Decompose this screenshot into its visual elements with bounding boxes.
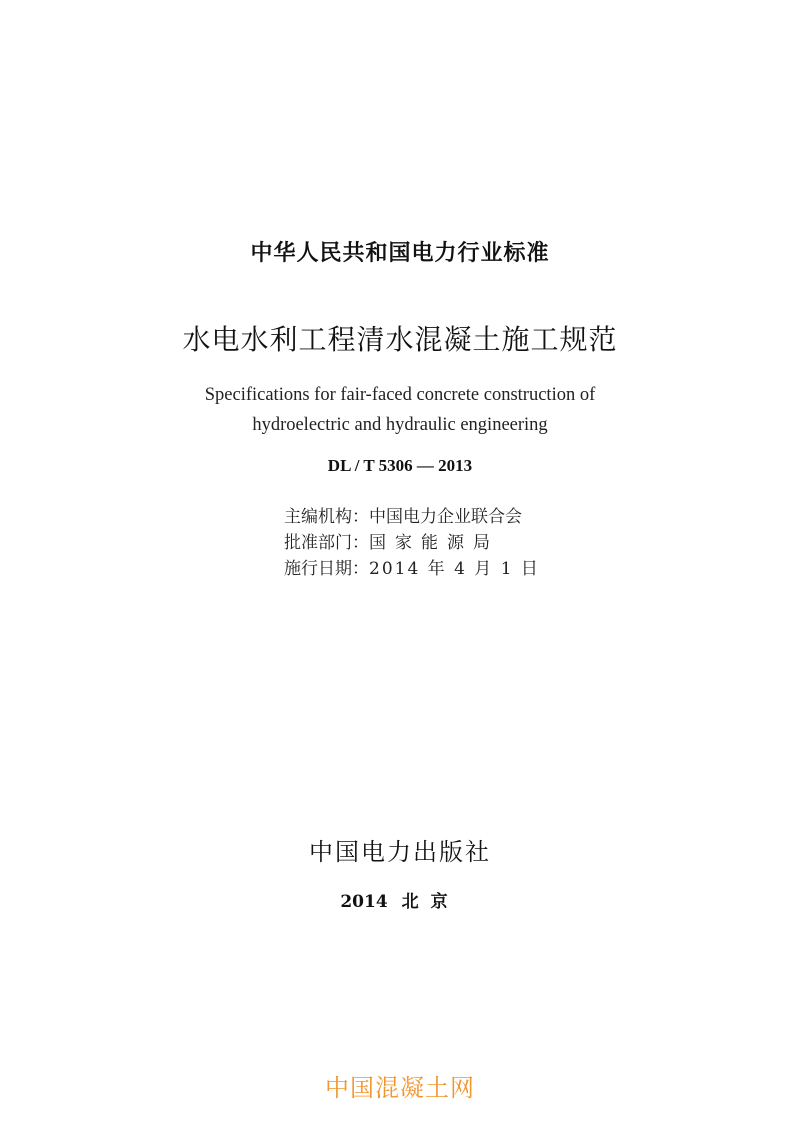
title-en-line-1: Specifications for fair-faced concrete construction of <box>204 385 596 405</box>
effective-date-row <box>284 556 540 582</box>
publication-city: 北京 <box>401 892 460 912</box>
editor-value: 中国电力企业联合会 <box>369 507 522 527</box>
publication-place <box>0 887 800 912</box>
editor-row <box>284 504 540 530</box>
standard-type-heading: 中华人民共和国电力行业标准 <box>250 241 550 266</box>
document-title-english <box>0 380 800 440</box>
standard-code: DL / T 5306 — 2013 <box>327 456 473 475</box>
title-en-line-2: hydroelectric and hydraulic engineering <box>252 415 548 435</box>
document-title-chinese: 水电水利工程清水混凝土施工规范 <box>182 323 618 356</box>
publisher-name: 中国电力出版社 <box>309 838 491 866</box>
approver-value: 国家能源局 <box>369 533 499 553</box>
effective-value: 2014 年 4 月 1 日 <box>369 559 540 579</box>
watermark: 中国混凝土网 <box>325 1074 475 1102</box>
publication-year: 2014 <box>340 892 388 912</box>
approver-row <box>284 530 540 556</box>
approver-label: 批准部门： <box>284 533 369 553</box>
effective-label: 施行日期： <box>284 559 369 579</box>
editor-label: 主编机构： <box>284 507 369 527</box>
metadata-block <box>284 504 540 582</box>
